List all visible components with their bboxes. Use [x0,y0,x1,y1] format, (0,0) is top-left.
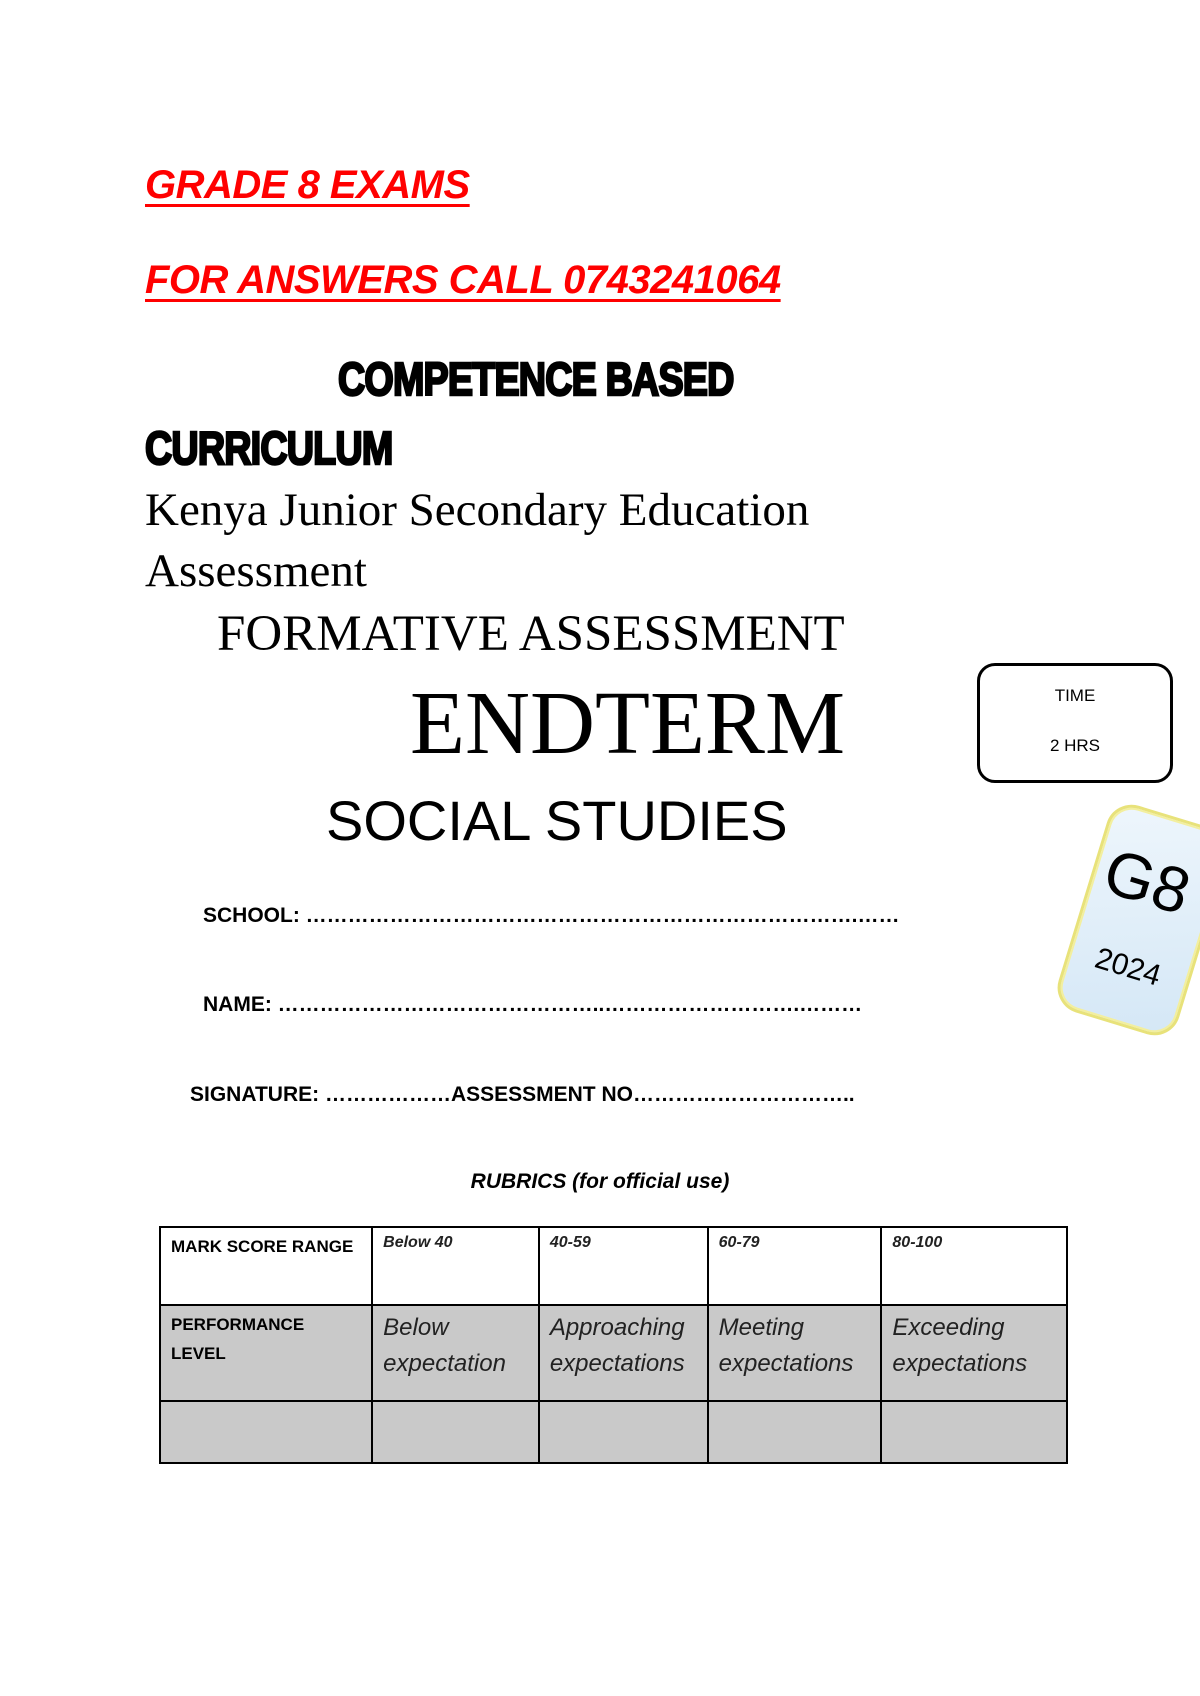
signature-assessment-field[interactable]: SIGNATURE: ………………ASSESSMENT NO………………………….. [190,1083,855,1106]
formative-assessment-title: FORMATIVE ASSESSMENT [217,606,845,662]
promo-answers-line: FOR ANSWERS CALL 0743241064 [145,258,781,302]
time-label: TIME [1054,686,1096,705]
kjsea-title-line2: Assessment [145,545,367,597]
badge-year: 2024 [1091,941,1165,993]
rubric-row-blank [160,1401,1067,1463]
level-cell: Approaching expectations [549,1314,685,1377]
range-cell: Below 40 [383,1234,453,1251]
rubric-cell [881,1227,1067,1305]
cbc-heading-line1: COMPETENCE BASED [338,353,734,405]
rubric-cell [708,1305,882,1401]
rubric-blank-cell[interactable] [708,1401,882,1463]
rubric-blank-cell[interactable] [881,1401,1067,1463]
badge-grade: G8 [1095,834,1199,929]
rubric-cell [539,1227,708,1305]
rubric-row-range [160,1227,1067,1305]
rubric-blank-cell[interactable] [372,1401,539,1463]
rubric-cell [881,1305,1067,1401]
rubric-cell [372,1227,539,1305]
school-field[interactable]: SCHOOL: …………………………………………………………………….…… [203,904,900,927]
rubric-cell [539,1305,708,1401]
subject-title: SOCIAL STUDIES [326,789,788,852]
rubric-blank-cell[interactable] [160,1401,372,1463]
row-label-level: PERFORMANCE LEVEL [171,1315,305,1363]
row-label-range: MARK SCORE RANGE [171,1237,354,1256]
rubric-cell [372,1305,539,1401]
name-field[interactable]: NAME: ………………………………………..……………………….……… [203,993,863,1016]
level-cell: Exceeding expectations [892,1314,1028,1377]
range-cell: 40-59 [549,1234,591,1251]
kjsea-title-line1: Kenya Junior Secondary Education [145,484,810,536]
rubric-cell [708,1227,882,1305]
rubric-cell [160,1227,372,1305]
time-value: 2 HRS [1049,736,1101,755]
level-cell: Below expectation [383,1314,506,1377]
rubric-cell [160,1305,372,1401]
range-cell: 80-100 [892,1234,943,1251]
rubric-caption: RUBRICS (for official use) [470,1170,730,1193]
rubric-row-level [160,1305,1067,1401]
rubric-table [159,1226,1068,1464]
rubric-blank-cell[interactable] [539,1401,708,1463]
level-cell: Meeting expectations [718,1314,854,1377]
promo-grade-title: GRADE 8 EXAMS [145,163,470,207]
grade-year-badge [1051,798,1200,1041]
endterm-title: ENDTERM [410,674,845,773]
time-box [977,663,1173,783]
range-cell: 60-79 [718,1234,760,1251]
cbc-heading-line2: CURRICULUM [145,422,393,474]
